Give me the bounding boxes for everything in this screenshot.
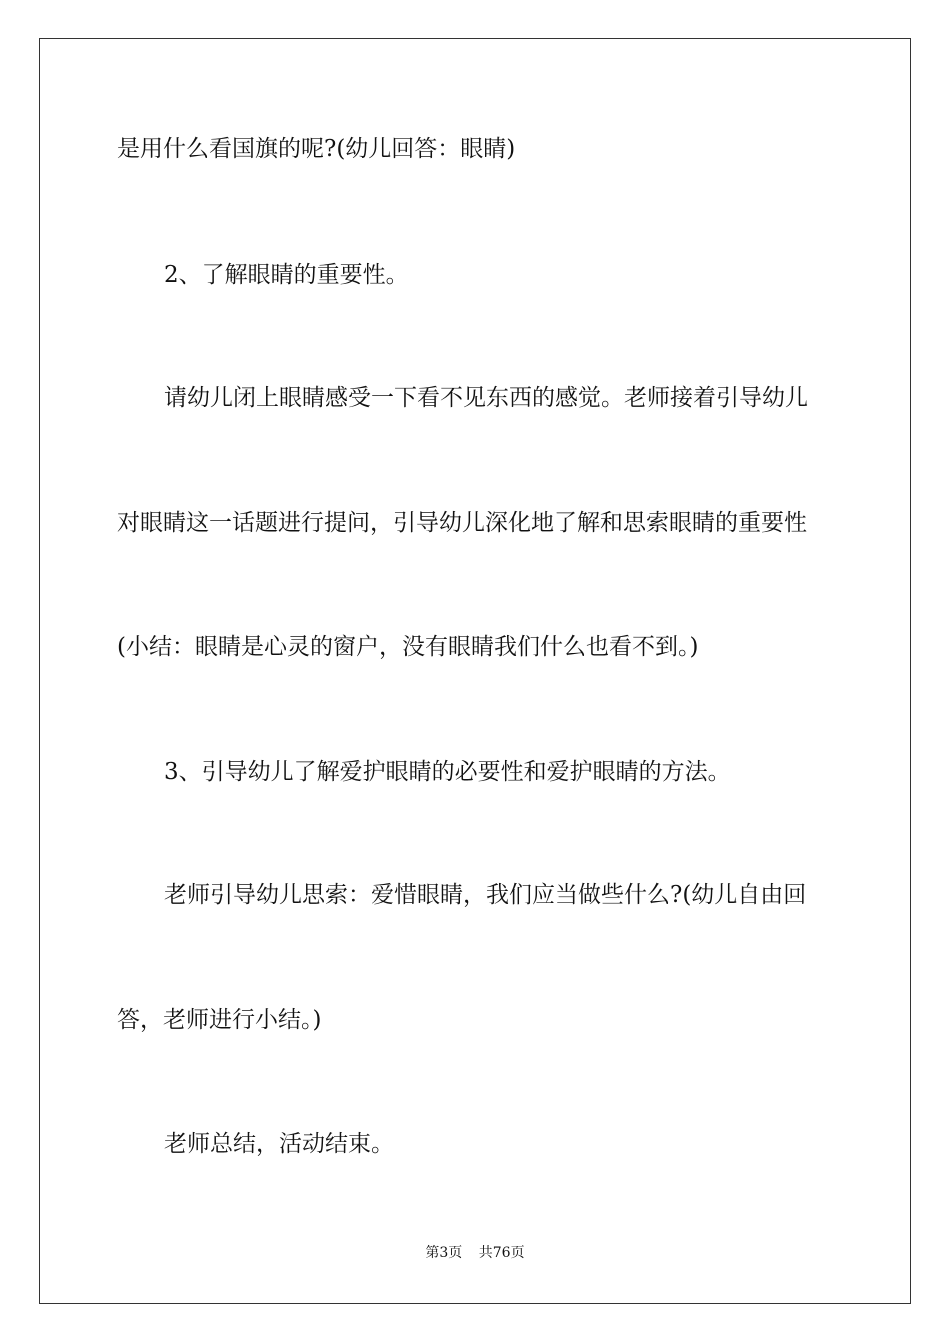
paragraph-line: 3、引导幼儿了解爱护眼睛的必要性和爱护眼睛的方法。	[164, 759, 731, 785]
page-border	[39, 38, 911, 1304]
paragraph-line: (小结：眼睛是心灵的窗户，没有眼睛我们什么也看不到。)	[117, 634, 699, 660]
paragraph-line: 老师总结，活动结束。	[164, 1131, 394, 1157]
paragraph-line: 对眼睛这一话题进行提问，引导幼儿深化地了解和思索眼睛的重要性	[117, 510, 807, 536]
paragraph-line: 请幼儿闭上眼睛感受一下看不见东西的感觉。老师接着引导幼儿	[164, 385, 808, 411]
paragraph-line: 2、了解眼睛的重要性。	[164, 262, 409, 288]
paragraph-line: 答，老师进行小结。)	[117, 1007, 322, 1033]
paragraph-line: 老师引导幼儿思索：爱惜眼睛，我们应当做些什么?(幼儿自由回	[164, 882, 807, 908]
page-number: 第3页	[425, 1245, 463, 1261]
page-footer	[0, 1242, 950, 1262]
paragraph-line: 是用什么看国旗的呢?(幼儿回答：眼睛)	[117, 136, 516, 162]
total-pages: 共76页	[478, 1245, 525, 1261]
